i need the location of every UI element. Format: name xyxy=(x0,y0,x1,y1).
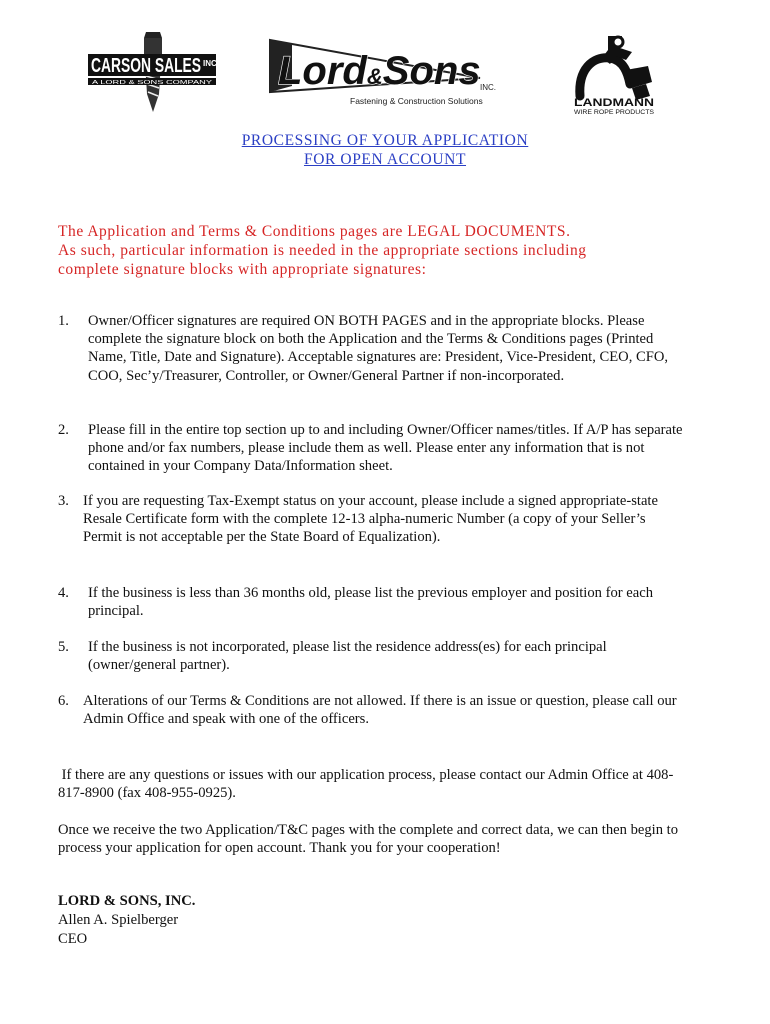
list-item-number: 6. xyxy=(58,693,69,709)
lord-sons-logo-inc: INC. xyxy=(480,83,496,92)
lord-sons-logo-sons: Sons xyxy=(382,49,481,93)
list-item-text: If the business is less than 36 months old, please list the previous employer and position for each principal. xyxy=(88,585,654,620)
hook-icon xyxy=(580,58,630,96)
list-item-text: If the business is not incorporated, please list the residence address(es) for each principal (owner/general partner). xyxy=(88,639,607,674)
landmann-logo-tagline: WIRE ROPE PRODUCTS xyxy=(574,110,654,116)
list-item-number: 4. xyxy=(58,585,69,601)
document-title xyxy=(0,131,770,169)
logo-row xyxy=(0,28,770,118)
landmann-logo-name: LANDMANN xyxy=(574,97,655,109)
carson-logo-tagline: A LORD & SONS COMPANY xyxy=(92,80,213,86)
landmann-logo xyxy=(570,30,660,116)
list-item-number: 3. xyxy=(58,493,69,509)
legal-notice xyxy=(58,222,738,279)
list-item-text: Alterations of our Terms & Conditions are not allowed. If there is an issue or question, please call our Admin Office and speak with one of the officers. xyxy=(83,693,677,728)
list-item-text: If you are requesting Tax-Exempt status on your account, please include a signed appropriate-state Resale Certificate form with the complete 12-13 alpha-numeric Number (a copy of your Seller’s Permit is not acceptable per the State Board of Equalization). xyxy=(83,493,658,546)
legal-notice-line-3: complete signature blocks with appropriate signatures: xyxy=(58,261,427,278)
contact-paragraph: If there are any questions or issues with our application process, please contact our Admin Office at 408-817-8900 (fax 408-955-0925). xyxy=(58,767,674,802)
lord-sons-logo-tagline: Fastening & Construction Solutions xyxy=(350,96,483,106)
list-item-text: Owner/Officer signatures are required ON BOTH PAGES and in the appropriate blocks. Please complete the signature block on both the Application and the Terms & Conditions pages (Printed Name, Title, Date and Signature). Acceptable signatures are: President, Vice-President, CEO, CFO, COO, Sec’y/Treasurer, Controller, or Owner/General Partner if non-incorporated. xyxy=(88,313,669,384)
lord-sons-logo-lord: Lord xyxy=(278,49,367,93)
carson-sales-logo xyxy=(86,32,221,114)
legal-notice-line-1: The Application and Terms & Conditions pages are LEGAL DOCUMENTS. xyxy=(58,223,571,240)
title-line-2: FOR OPEN ACCOUNT xyxy=(303,151,467,168)
signature-name: Allen A. Spielberger xyxy=(58,912,179,928)
list-item-number: 5. xyxy=(58,639,69,655)
list-item-number: 1. xyxy=(58,313,69,329)
svg-text:Lord&Sons xyxy=(278,49,481,93)
lord-sons-logo-amp: & xyxy=(366,64,383,89)
title-line-1: PROCESSING OF YOUR APPLICATION xyxy=(241,132,529,149)
list-item-number: 2. xyxy=(58,422,69,438)
signature-title: CEO xyxy=(58,931,88,947)
signature-company: LORD & SONS, INC. xyxy=(58,893,196,909)
closing-paragraph: Once we receive the two Application/T&C pages with the complete and correct data, we can then begin to process your application for open account. Thank you for your cooperation! xyxy=(58,822,679,857)
carson-logo-name: CARSON SALES xyxy=(91,55,201,77)
legal-notice-line-2: As such, particular information is needed in the appropriate sections including xyxy=(58,242,587,259)
carson-logo-suffix: INC xyxy=(203,59,217,68)
lord-sons-logo xyxy=(266,36,506,110)
signature-block xyxy=(58,892,195,949)
list-item-text: Please fill in the entire top section up to and including Owner/Officer names/titles. If A/P has separate phone and/or fax numbers, please include them as well. Please enter any information that is not contained in your Company Data/Information sheet. xyxy=(88,422,683,475)
